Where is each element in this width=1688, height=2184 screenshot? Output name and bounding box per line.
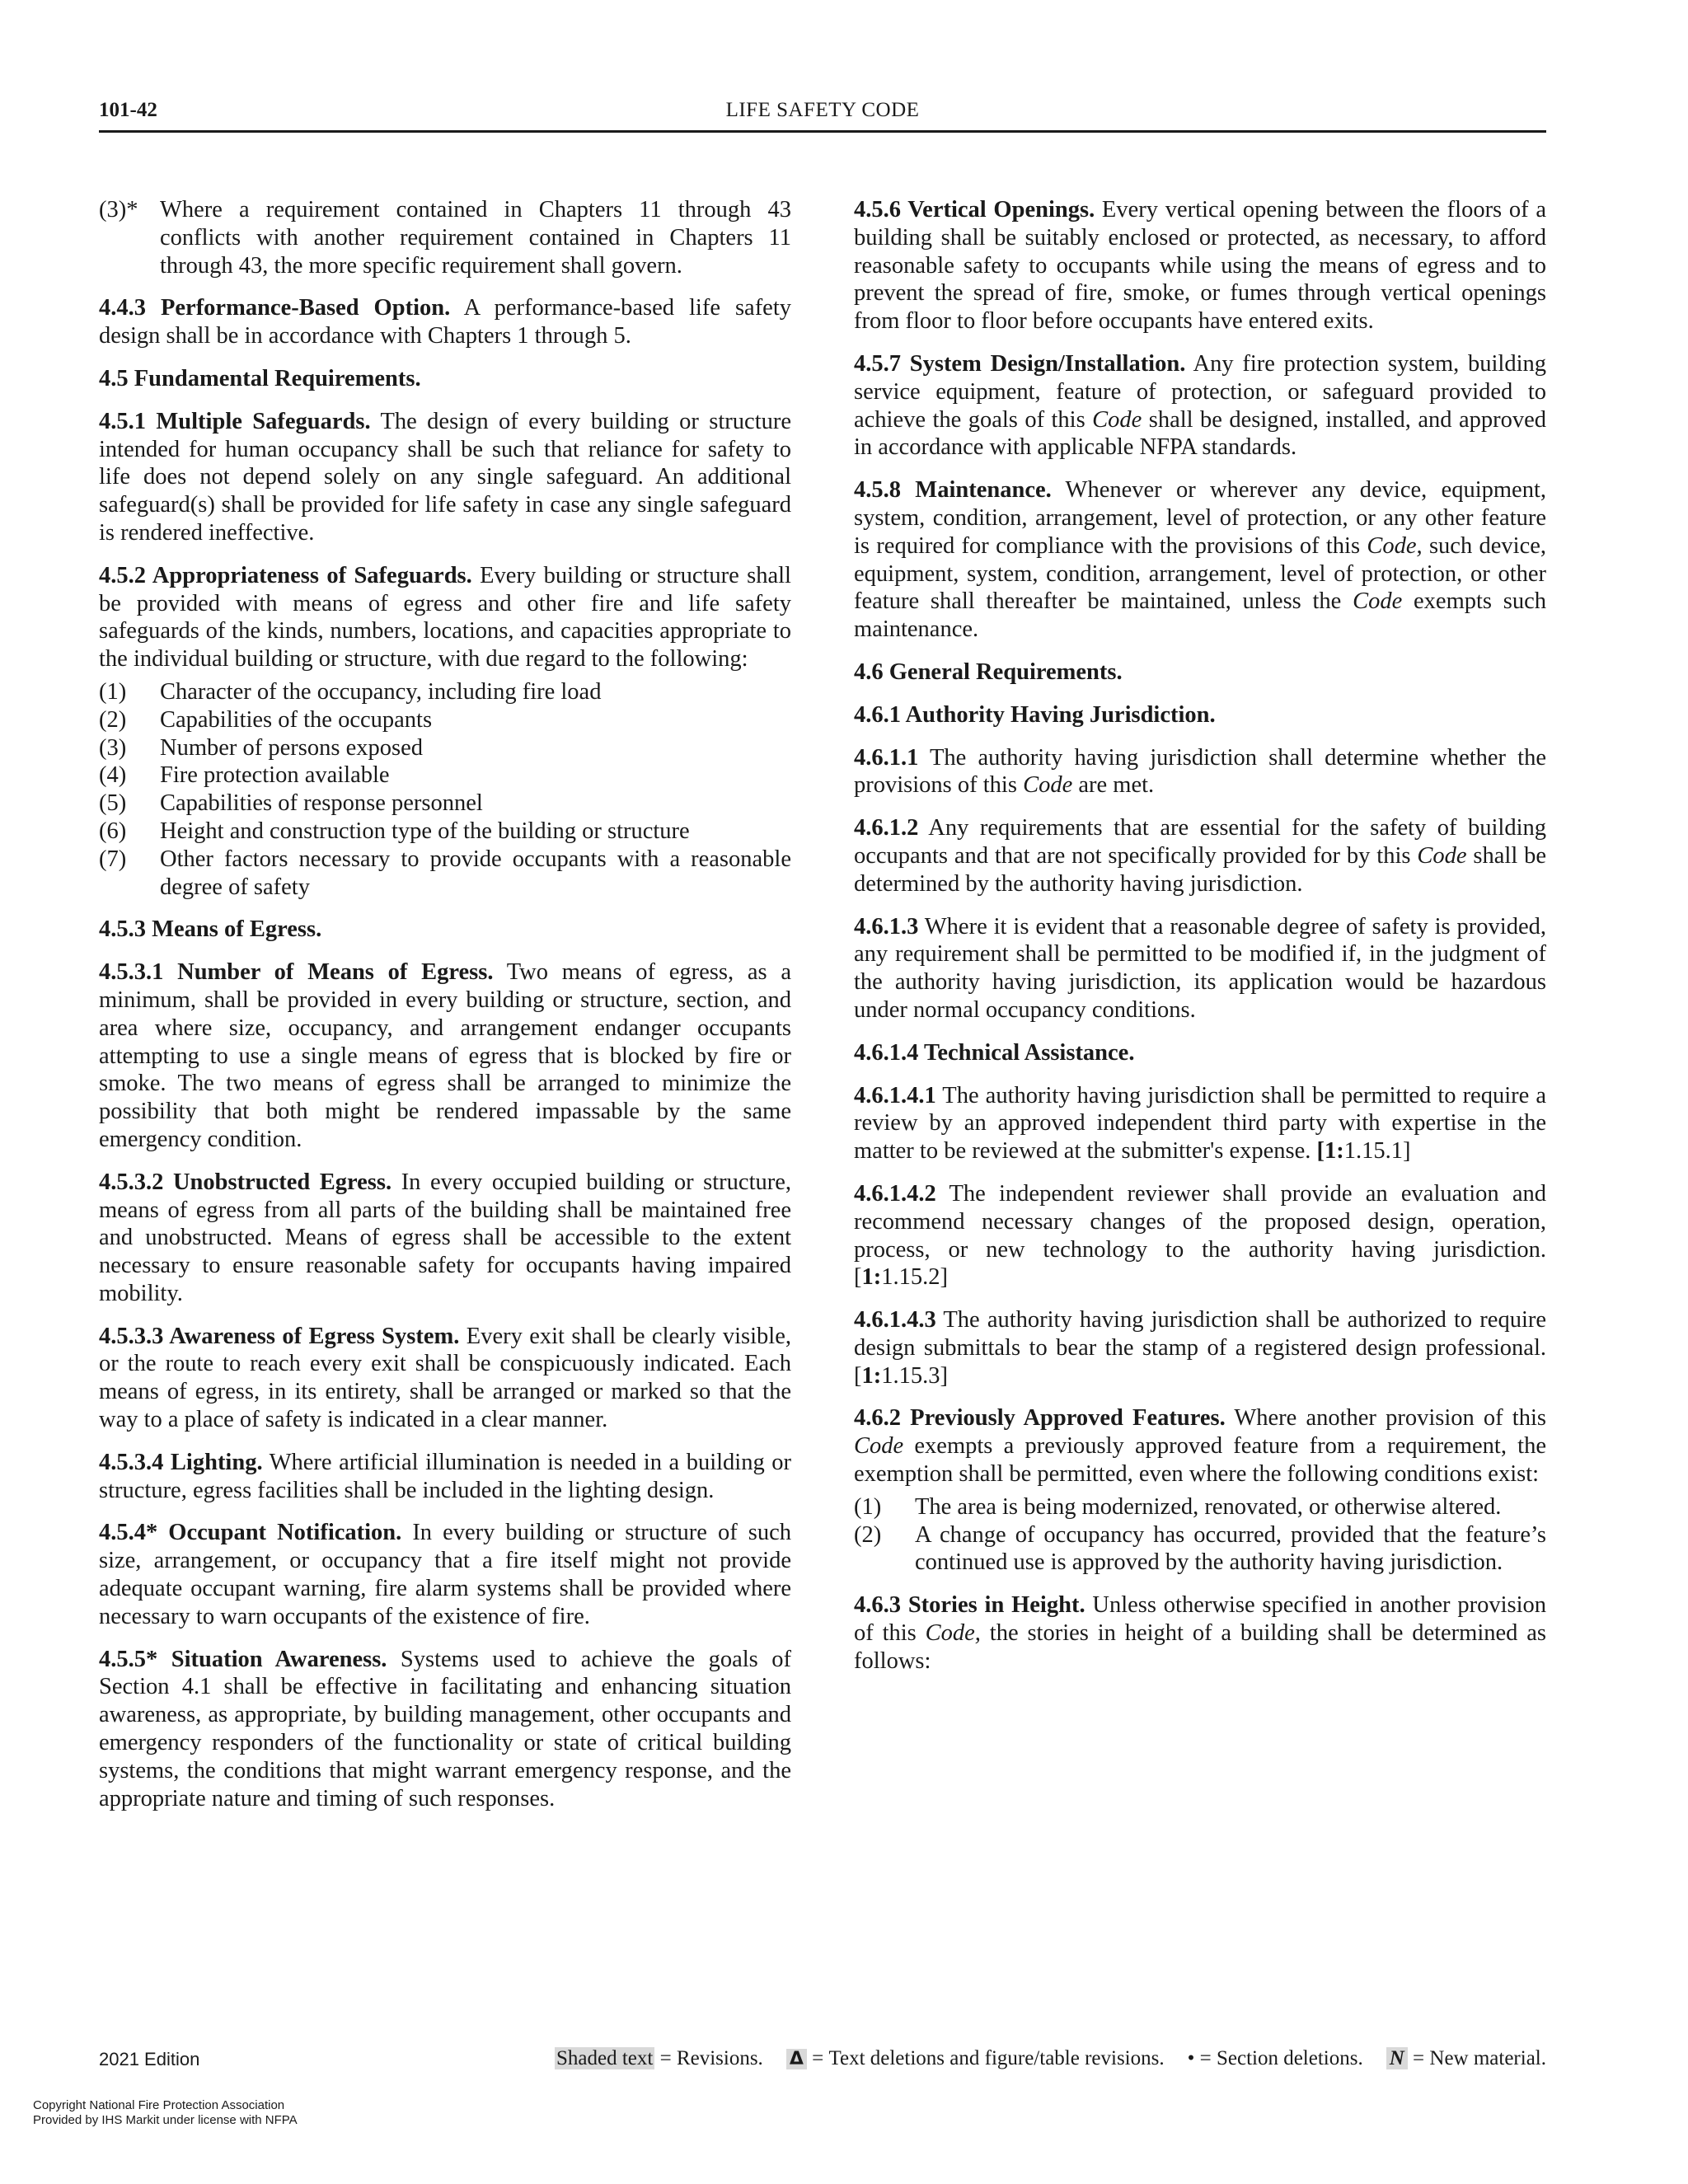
list-item: (5) Capabilities of response personnel bbox=[99, 790, 483, 817]
running-title: LIFE SAFETY CODE bbox=[725, 99, 920, 121]
list-4-5-2 bbox=[99, 678, 791, 901]
revision-legend: Shaded text = Revisions. Δ = Text deletions and figure/table revisions. • = Section deletions. N = New material. bbox=[556, 2047, 1546, 2069]
section-4-5: 4.5 Fundamental Requirements. bbox=[99, 365, 421, 391]
page-number: 101-42 bbox=[99, 99, 157, 121]
copyright-notice: Copyright National Fire Protection Association Provided by IHS Markit under license with NFPA bbox=[33, 2098, 298, 2127]
section-4-5-2: 4.5.2 Appropriateness of Safeguards. Every building or structure shall be provided with means of egress and other fire and life safety safeguards of the kinds, numbers, locations, and capacities appropriate to the individual building or structure, with due regard to the following: bbox=[99, 562, 791, 673]
section-4-5-3-1: 4.5.3.1 Number of Means of Egress. Two means of egress, as a minimum, shall be provided in every building or structure, section, and area where size, occupancy, and arrangement endanger occupants attempting to use a single means of egress that is blocked by fire or smoke. The two means of egress shall be arranged to minimize the possibility that both might be rendered impassable by the same emergency condition. bbox=[99, 959, 791, 1152]
left-column bbox=[99, 196, 791, 1827]
bullet-icon: • bbox=[1187, 2047, 1195, 2069]
list-item: (6) Height and construction type of the building or structure bbox=[99, 818, 690, 844]
section-4-5-1: 4.5.1 Multiple Safeguards. The design of every building or structure intended for human occupancy shall be such that reliance for safety to life does not depend solely on any single safeguard. An additional safeguard(s) shall be provided for life safety in case any single safeguard is rendered ineffective. bbox=[99, 408, 792, 546]
list-item: (3)* Where a requirement contained in Chapters 11 through 43 conflicts with another requirement contained in Chapters 11 through 43, the more specific requirement shall govern. bbox=[99, 197, 791, 279]
section-4-6-1: 4.6.1 Authority Having Jurisdiction. bbox=[854, 701, 1216, 728]
section-4-5-4: 4.5.4* Occupant Notification. In every building or structure of such size, arrangement, or occupancy that a fire itself might not provide adequate occupant warning, fire alarm systems shall be provided where necessary to warn occupants of the existence of fire. bbox=[99, 1520, 792, 1629]
section-4-5-8: 4.5.8 Maintenance. Whenever or wherever any device, equipment, system, condition, arrangement, level of protection, or any other feature is required for compliance with the provisions of this Code, such device, equipment, system, condition, arrangement, level of protection, or other feature shall thereafter be maintained, unless the Code exempts such maintenance. bbox=[854, 477, 1546, 643]
section-4-6: 4.6 General Requirements. bbox=[854, 658, 1123, 685]
section-4-6-1-4: 4.6.1.4 Technical Assistance. bbox=[854, 1039, 1135, 1066]
section-4-6-1-3: 4.6.1.3 Where it is evident that a reasonable degree of safety is provided, any requirement shall be permitted to be modified if, in the judgment of the authority having jurisdiction, its application would be hazardous under normal occupancy conditions. bbox=[854, 913, 1546, 1023]
section-4-6-1-4-2: 4.6.1.4.2 The independent reviewer shall provide an evaluation and recommend necessary changes of the proposed design, operation, process, or new technology to the authority having jurisdiction. [1:1.15.2] bbox=[854, 1180, 1546, 1291]
shaded-text-sample: Shaded text bbox=[556, 2047, 654, 2069]
list-item: (1) The area is being modernized, renovated, or otherwise altered. bbox=[854, 1493, 1502, 1520]
section-4-6-1-2: 4.6.1.2 Any requirements that are essential for the safety of building occupants and that are not specifically provided for by this Code shall be determined by the authority having jurisdiction. bbox=[854, 815, 1547, 897]
section-4-5-3-4: 4.5.3.4 Lighting. Where artificial illumination is needed in a building or structure, egress facilities shall be included in the lighting design. bbox=[99, 1449, 791, 1503]
edition-label: 2021 Edition bbox=[99, 2049, 200, 2069]
right-column bbox=[854, 196, 1546, 1690]
section-4-5-3-2: 4.5.3.2 Unobstructed Egress. In every occupied building or structure, means of egress from all parts of the building shall be maintained free and unobstructed. Means of egress shall be accessible to the extent necessary to ensure reasonable safety for occupants having impaired mobility. bbox=[99, 1169, 791, 1306]
list-item: (2) Capabilities of the occupants bbox=[99, 706, 433, 733]
list-item: (4) Fire protection available bbox=[99, 762, 390, 789]
section-4-5-3: 4.5.3 Means of Egress. bbox=[99, 916, 322, 943]
section-4-5-7: 4.5.7 System Design/Installation. Any fire protection system, building service equipment, feature of protection, or safeguard provided to achieve the goals of this Code shall be designed, installed, and approved in accordance with applicable NFPA standards. bbox=[854, 350, 1547, 461]
section-4-5-5: 4.5.5* Situation Awareness. Systems used to achieve the goals of Section 4.1 shall be effective in facilitating and enhancing situation awareness, as appropriate, by building management, other occupants and emergency responders of the functionality or state of critical building systems, the conditions that might warrant emergency response, and the appropriate nature and timing of such responses. bbox=[99, 1646, 791, 1811]
list-item: (3) Number of persons exposed bbox=[99, 734, 423, 761]
page-header bbox=[99, 97, 1546, 133]
list-item: (2) A change of occupancy has occurred, provided that the feature’s continued use is approved by the authority having jurisdiction. bbox=[854, 1521, 1546, 1576]
section-4-5-3-3: 4.5.3.3 Awareness of Egress System. Every exit shall be clearly visible, or the route to reach every exit shall be conspicuously indicated. Each means of egress, in its entirety, shall be arranged or marked so that the way to a place of safety is indicated in a clear manner. bbox=[99, 1323, 791, 1433]
delta-icon: Δ bbox=[786, 2049, 807, 2069]
section-4-4-3: 4.4.3 Performance-Based Option. A performance-based life safety design shall be in accordance with Chapters 1 through 5. bbox=[99, 295, 791, 349]
section-4-6-3: 4.6.3 Stories in Height. Unless otherwise specified in another provision of this Code, the stories in height of a building shall be determined as follows: bbox=[854, 1592, 1547, 1674]
new-material-icon: N bbox=[1386, 2047, 1408, 2069]
section-4-5-6: 4.5.6 Vertical Openings. Every vertical opening between the floors of a building shall be suitably enclosed or protected, as necessary, to afford reasonable safety to occupants while using the means of egress and to prevent the spread of fire, smoke, or fumes through vertical openings from floor to floor before occupants have entered exits. bbox=[854, 197, 1547, 335]
list-item: (1) Character of the occupancy, including fire load bbox=[99, 678, 602, 705]
section-4-6-1-1: 4.6.1.1 The authority having jurisdiction shall determine whether the provisions of this Code are met. bbox=[854, 744, 1546, 799]
list-item: (7) Other factors necessary to provide occupants with a reasonable degree of safety bbox=[99, 846, 791, 900]
section-4-6-1-4-3: 4.6.1.4.3 The authority having jurisdiction shall be authorized to require design submittals to bear the stamp of a registered design professional. [1:1.15.3] bbox=[854, 1307, 1546, 1389]
section-4-6-1-4-1: 4.6.1.4.1 The authority having jurisdiction shall be permitted to require a review by an approved independent third party with expertise in the matter to be reviewed at the submitter's expense. [1:1.15.1] bbox=[854, 1082, 1546, 1165]
section-4-6-2: 4.6.2 Previously Approved Features. Where another provision of this Code exempts a previously approved feature from a requirement, the exemption shall be permitted, even where the following conditions exist: bbox=[854, 1405, 1546, 1488]
list-4-6-2 bbox=[854, 1493, 1546, 1577]
page-footer bbox=[99, 2044, 1546, 2077]
